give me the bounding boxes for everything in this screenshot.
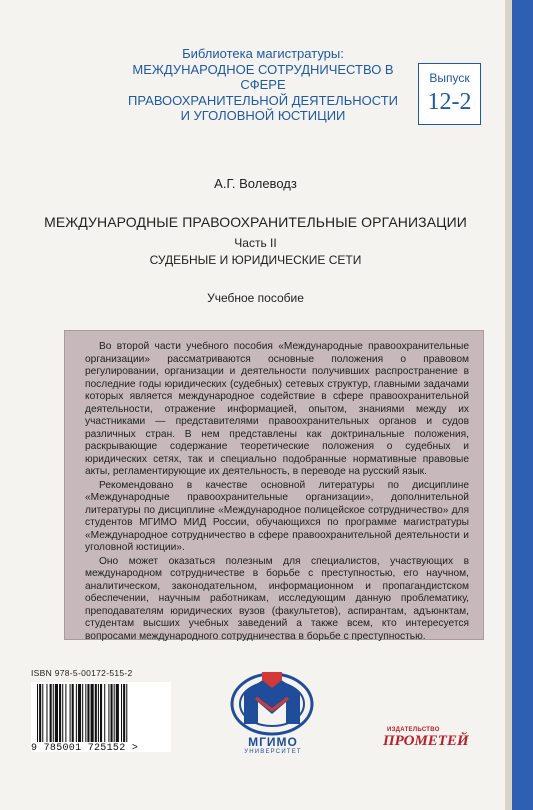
series-header — [118, 46, 408, 124]
series-name-line: ПРАВООХРАНИТЕЛЬНОЙ ДЕЯТЕЛЬНОСТИ — [128, 92, 398, 108]
publisher-label: ИЗДАТЕЛЬСТВО — [387, 727, 440, 733]
abstract-paragraph: Оно может оказаться полезным для специалистов, участвующих в международном сотрудничестве в борьбе с преступностью, его научном, аналитическом, законодательном, информационном и пропагандистском обеспечении, научным работникам, исследующим данную проблематику, преподавателям юридических вузов (факультетов), аспирантам, адъюнктам, студентам высших учебных заведений а также всем, кто интересуется вопросами международного сотрудничества в борьбе с преступностью. — [85, 555, 469, 642]
isbn-text: ISBN 978-5-00172-515-2 — [31, 668, 133, 678]
abstract-paragraph: Рекомендовано в качестве основной литературы по дисциплине «Международные правоохранительные организации», дополнительной литературы по дисциплине «Международное полицейское сотрудничество» для студентов МГИМО МИД России, обучающихся по программе магистратуры «Международное сотрудничество в сфере правоохранительной деятельности и уголовной юстиции». — [85, 479, 469, 553]
author-name: А.Г. Волеводз — [214, 176, 297, 191]
book-subtitle: СУДЕБНЫЕ И ЮРИДИЧЕСКИЕ СЕТИ — [149, 253, 362, 267]
series-name-line: И УГОЛОВНОЙ ЮСТИЦИИ — [180, 108, 346, 123]
series-title: Библиотека магистратуры: — [182, 46, 344, 61]
mgimo-name: МГИМО — [248, 735, 298, 749]
spine-strip — [512, 0, 533, 810]
issue-box — [418, 63, 481, 125]
barcode-digits: 9 785001 725152 > — [31, 743, 139, 754]
abstract-paragraph: Во второй части учебного пособия «Международные правоохранительные организации» рассматриваются основные положения о правовом регулировании, организации и деятельности получивших распространение в последние годы юридических (судебных) сетевых структур, главными задачами которых является международное содействие в сфере правоохранительной деятельности, отражение информацией, опытом, знаниями между их участниками — представителями правоохранительных органов и судов различных стран. В нем представлены как доктринальные положения, раскрывающие содержание теоретические положения о судебных и юридических сетях, так и специально подобранные нормативные правовые акты, регламентирующие их деятельность, в переводе на русский язык. — [85, 341, 469, 477]
series-name-line: МЕЖДУНАРОДНОЕ СОТРУДНИЧЕСТВО В СФЕРЕ — [132, 61, 394, 92]
barcode — [31, 682, 171, 752]
publication-kind: Учебное пособие — [207, 291, 304, 305]
publisher-logo: ПРОМЕТЕЙ — [383, 733, 469, 749]
cover-edge — [505, 0, 512, 810]
issue-label: Выпуск — [429, 71, 470, 85]
abstract-box — [64, 330, 484, 640]
issue-number: 12-2 — [427, 89, 472, 115]
part-number: Часть II — [234, 236, 277, 250]
mgimo-subtitle: УНИВЕРСИТЕТ — [244, 749, 302, 755]
book-title: МЕЖДУНАРОДНЫЕ ПРАВООХРАНИТЕЛЬНЫЕ ОРГАНИЗАЦИИ — [44, 214, 467, 230]
